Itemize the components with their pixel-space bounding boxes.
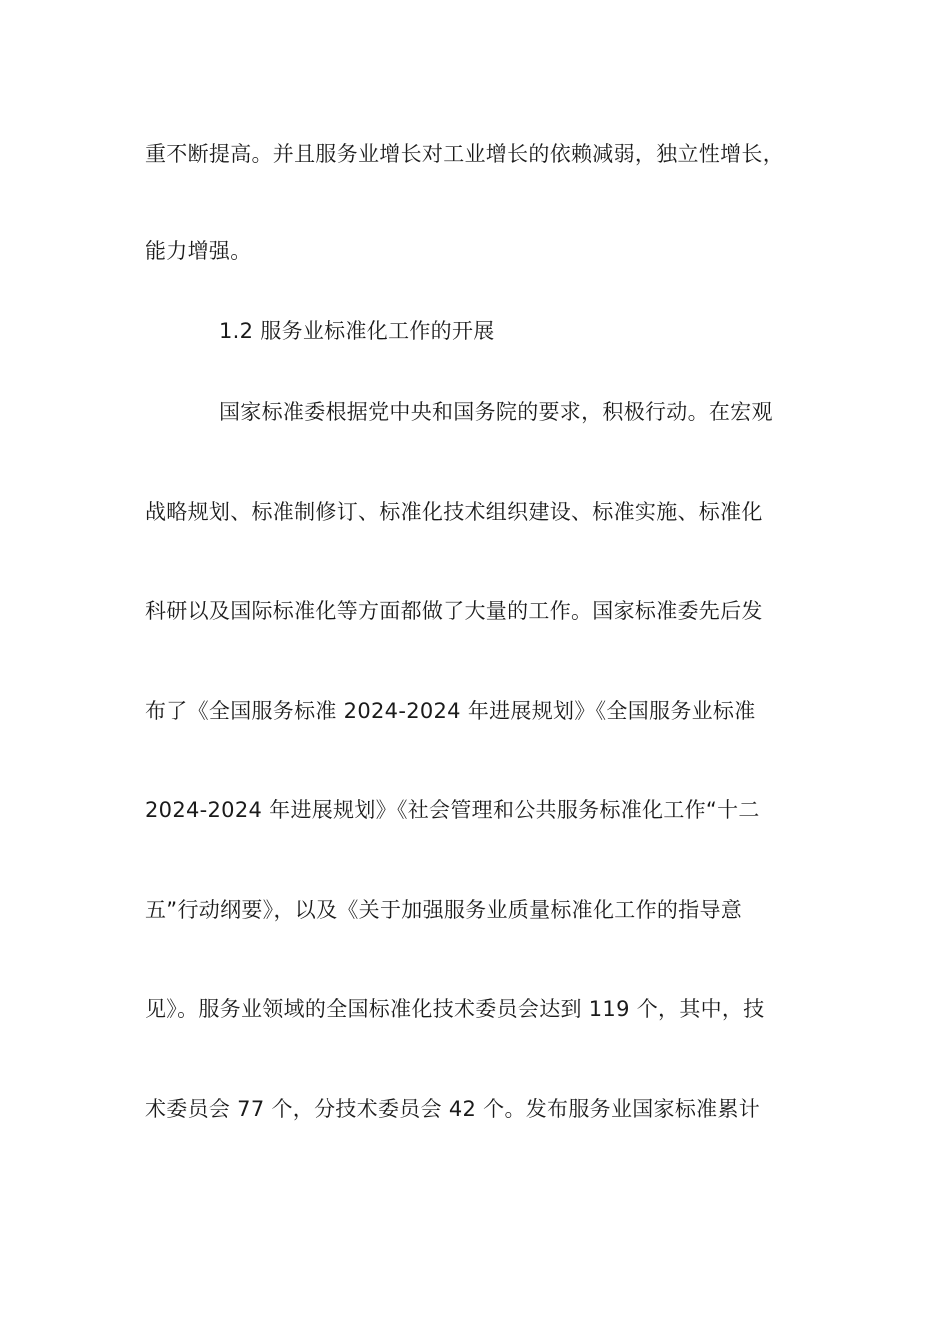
- paragraph-line: 布了《全国服务标准 2024-2024 年进展规划》《全国服务业标准: [145, 699, 756, 723]
- paragraph-line: 见》。服务业领域的全国标准化技术委员会达到 119 个，其中，技: [145, 997, 765, 1021]
- paragraph-line: 国家标准委根据党中央和国务院的要求，积极行动。在宏观: [219, 400, 773, 424]
- section-heading: 1.2 服务业标准化工作的开展: [219, 319, 495, 343]
- paragraph-line: 战略规划、标准制修订、标准化技术组织建设、标准实施、标准化: [145, 500, 763, 524]
- paragraph-line: 五”行动纲要》，以及《关于加强服务业质量标准化工作的指导意: [145, 898, 743, 922]
- paragraph-line: 能力增强。: [145, 239, 252, 263]
- paragraph-line: 重不断提高。并且服务业增长对工业增长的依赖减弱，独立性增长，: [145, 142, 784, 166]
- paragraph-line: 科研以及国际标准化等方面都做了大量的工作。国家标准委先后发: [145, 599, 763, 623]
- paragraph-line: 术委员会 77 个，分技术委员会 42 个。发布服务业国家标准累计: [145, 1097, 761, 1121]
- paragraph-line: 2024-2024 年进展规划》《社会管理和公共服务标准化工作“十二: [145, 798, 760, 822]
